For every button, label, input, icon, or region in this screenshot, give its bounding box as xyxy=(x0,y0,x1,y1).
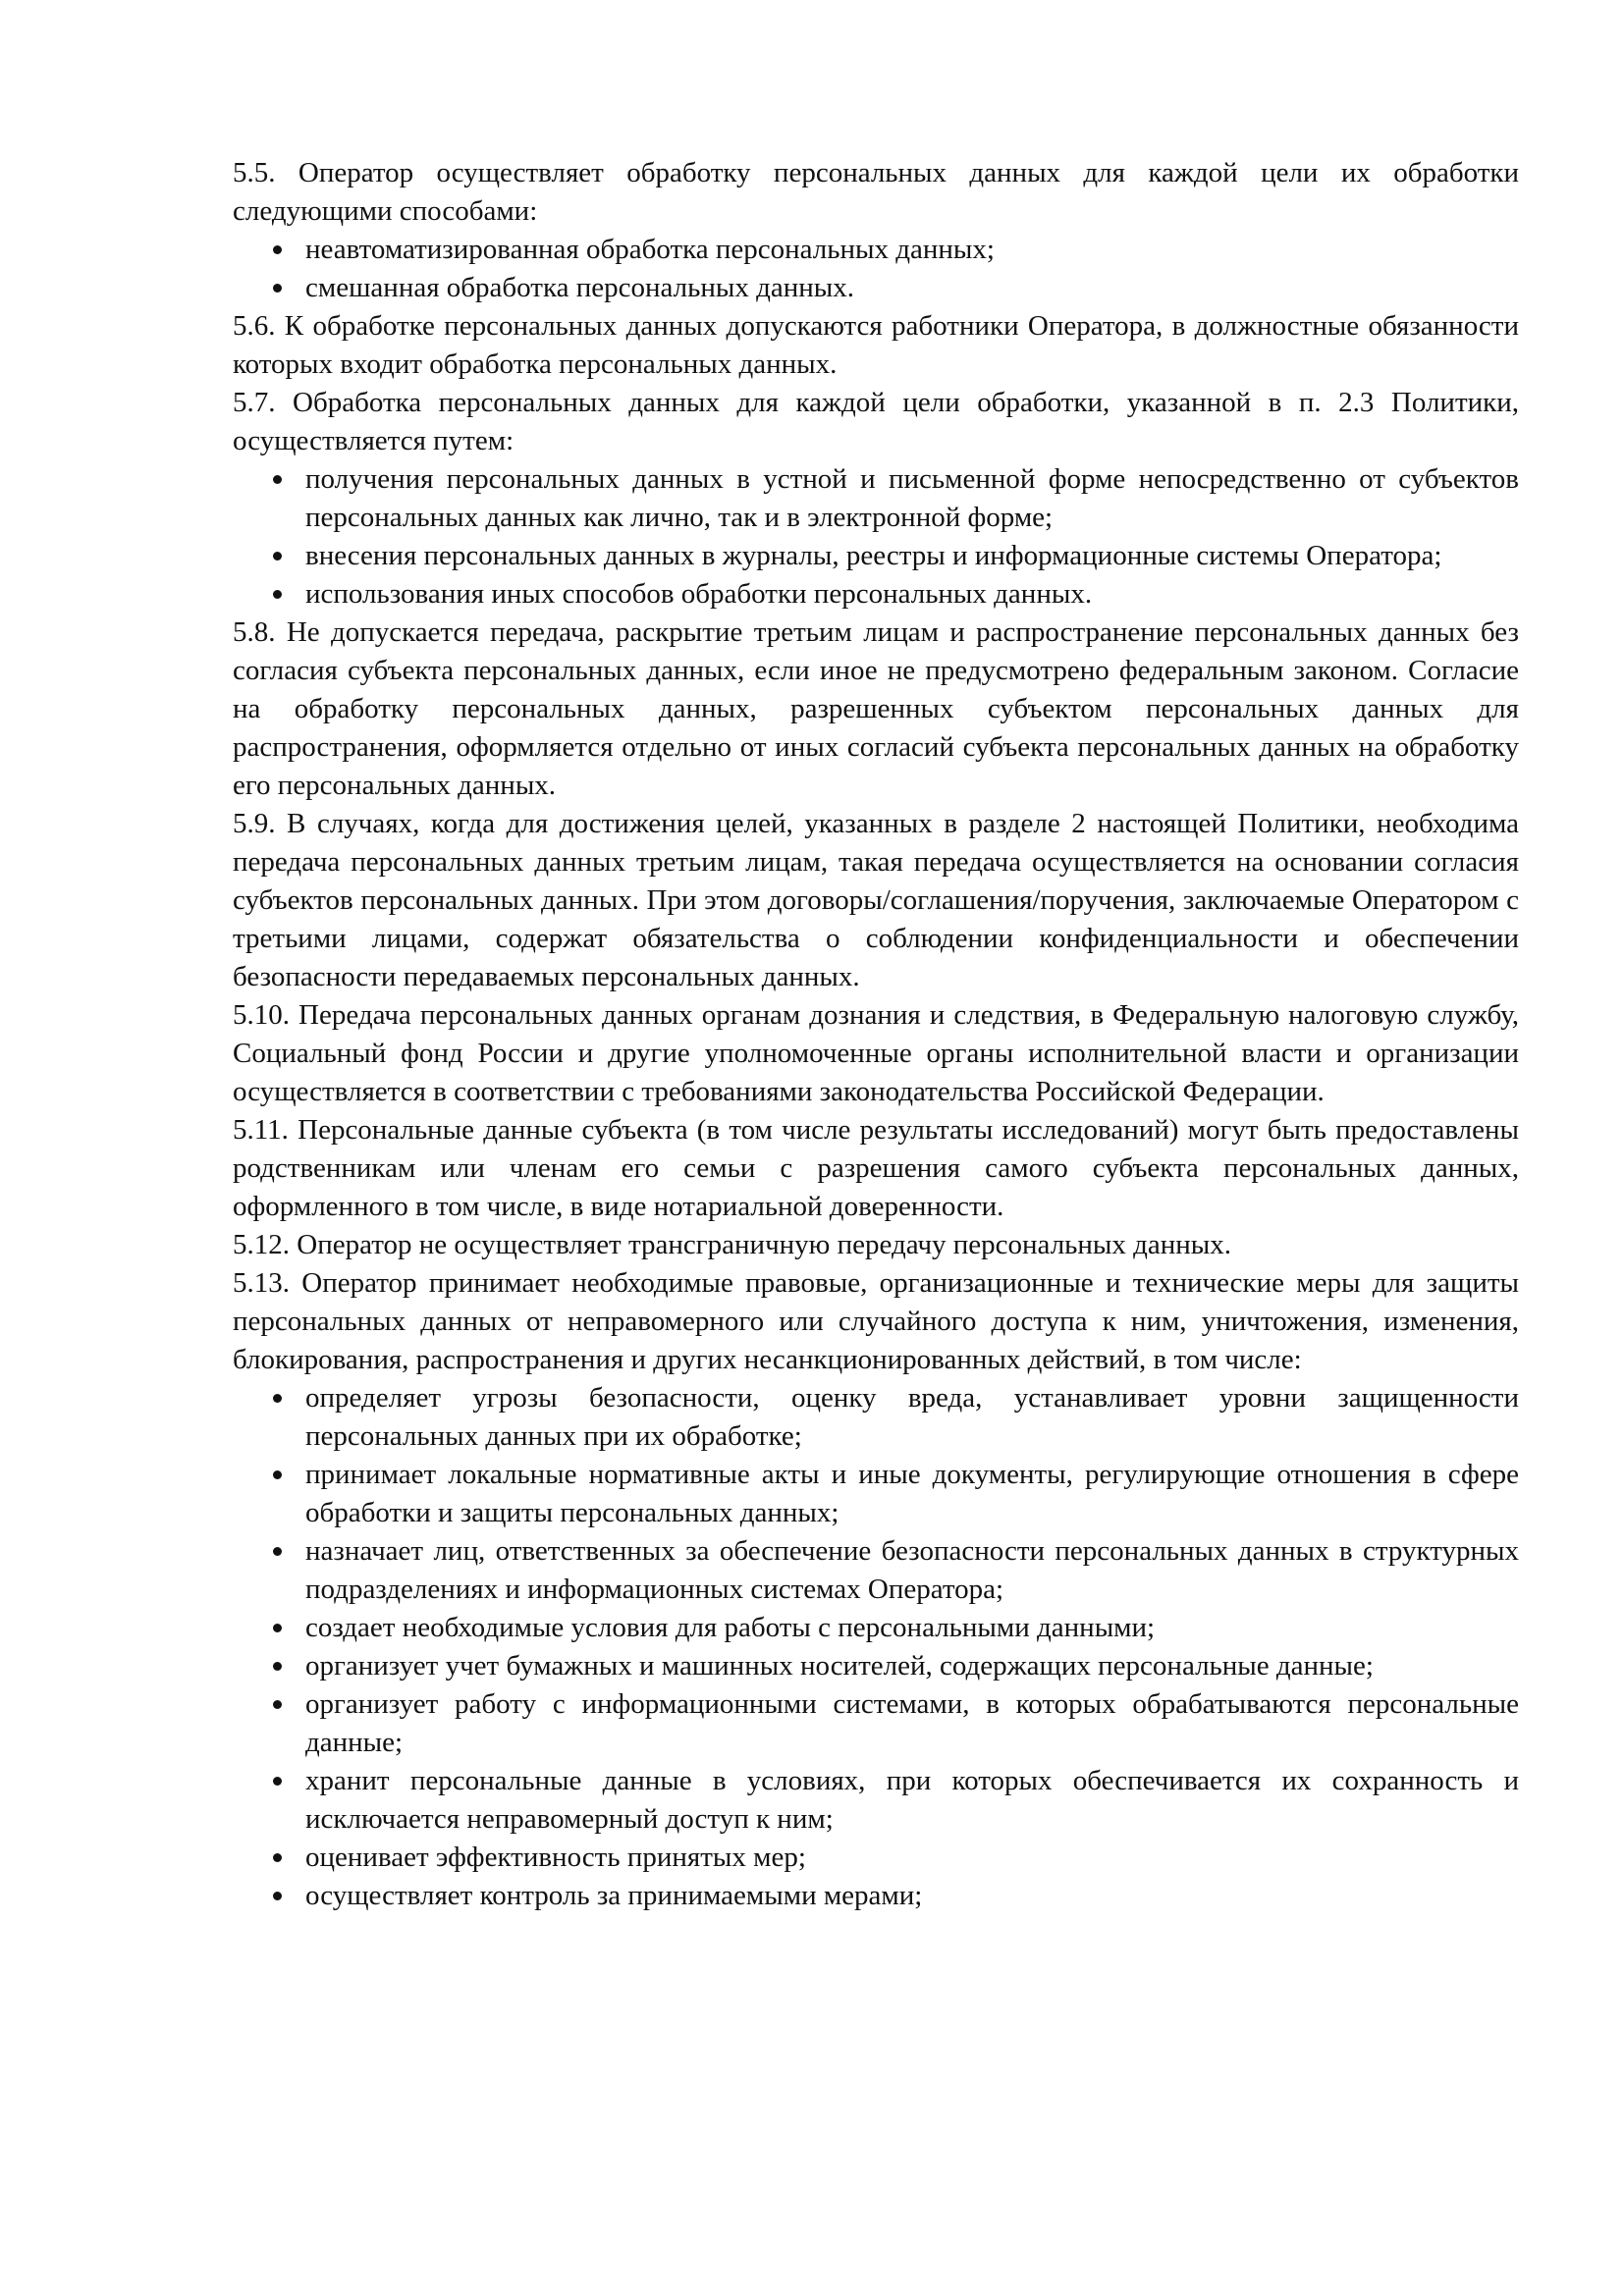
bullet-list-processing-ways xyxy=(233,460,1519,614)
paragraph-5-8: 5.8. Не допускается передача, раскрытие третьим лицам и распространение персональных данных без согласия субъекта персональных данных, если иное не предусмотрено федеральным законом. Согласие на обработку персональных данных, разрешенных субъектом персональных данных для распространения, оформляется отдельно от иных согласий субъекта персональных данных на обработку его персональных данных. xyxy=(233,616,1519,801)
bullet-icon xyxy=(273,590,282,599)
bullet-icon xyxy=(273,552,282,561)
bullet-icon xyxy=(273,1547,282,1556)
bullet-icon xyxy=(273,1700,282,1709)
list-item: оценивает эффективность принятых мер; xyxy=(233,1839,1519,1877)
bullet-list-processing-methods xyxy=(233,231,1519,307)
list-item: создает необходимые условия для работы с персональными данными; xyxy=(233,1609,1519,1647)
list-item: определяет угрозы безопасности, оценку вреда, устанавливает уровни защищенности персональных данных при их обработке; xyxy=(233,1379,1519,1456)
paragraph-5-9: 5.9. В случаях, когда для достижения целей, указанных в разделе 2 настоящей Политики, необходима передача персональных данных третьим лицам, такая передача осуществляется на основании согласия субъектов персональных данных. При этом договоры/соглашения/поручения, заключаемые Оператором с третьими лицами, содержат обязательства о соблюдении конфиденциальности и обеспечении безопасности передаваемых персональных данных. xyxy=(233,808,1519,992)
bullet-icon xyxy=(273,245,282,254)
bullet-icon xyxy=(273,1892,282,1900)
list-item: хранит персональные данные в условиях, при которых обеспечивается их сохранность и исключается неправомерный доступ к ним; xyxy=(233,1762,1519,1839)
bullet-icon xyxy=(273,1777,282,1786)
bullet-list-protection-measures xyxy=(233,1379,1519,1915)
bullet-icon xyxy=(273,1662,282,1671)
paragraph-5-7: 5.7. Обработка персональных данных для каждой цели обработки, указанной в п. 2.3 Политики, осуществляется путем: xyxy=(233,387,1519,456)
paragraph-5-11: 5.11. Персональные данные субъекта (в том числе результаты исследований) могут быть предоставлены родственникам или членам его семьи с разрешения самого субъекта персональных данных, оформленного в том числе, в виде нотариальной доверенности. xyxy=(233,1114,1519,1222)
paragraph-5-12: 5.12. Оператор не осуществляет трансграничную передачу персональных данных. xyxy=(233,1229,1232,1260)
paragraph-5-5: 5.5. Оператор осуществляет обработку персональных данных для каждой цели их обработки следующими способами: xyxy=(233,157,1519,227)
list-item: организует учет бумажных и машинных носителей, содержащих персональные данные; xyxy=(233,1647,1519,1685)
list-item: принимает локальные нормативные акты и иные документы, регулирующие отношения в сфере обработки и защиты персональных данных; xyxy=(233,1456,1519,1532)
bullet-icon xyxy=(273,1394,282,1403)
document-page xyxy=(233,154,1519,1915)
paragraph-5-6: 5.6. К обработке персональных данных допускаются работники Оператора, в должностные обязанности которых входит обработка персональных данных. xyxy=(233,310,1519,380)
paragraph-5-13: 5.13. Оператор принимает необходимые правовые, организационные и технические меры для защиты персональных данных от неправомерного или случайного доступа к ним, уничтожения, изменения, блокирования, распространения и других несанкционированных действий, в том числе: xyxy=(233,1267,1519,1375)
bullet-icon xyxy=(273,284,282,293)
list-item: неавтоматизированная обработка персональных данных; xyxy=(233,231,1519,269)
list-item: осуществляет контроль за принимаемыми мерами; xyxy=(233,1877,1519,1915)
bullet-icon xyxy=(273,1470,282,1479)
list-item: внесения персональных данных в журналы, реестры и информационные системы Оператора; xyxy=(233,537,1519,575)
bullet-icon xyxy=(273,1624,282,1632)
bullet-icon xyxy=(273,1853,282,1862)
list-item: использования иных способов обработки персональных данных. xyxy=(233,575,1519,614)
list-item: смешанная обработка персональных данных. xyxy=(233,269,1519,307)
list-item: назначает лиц, ответственных за обеспечение безопасности персональных данных в структурных подразделениях и информационных системах Оператора; xyxy=(233,1532,1519,1609)
bullet-icon xyxy=(273,475,282,484)
list-item: организует работу с информационными системами, в которых обрабатываются персональные данные; xyxy=(233,1685,1519,1762)
list-item: получения персональных данных в устной и письменной форме непосредственно от субъектов персональных данных как лично, так и в электронной форме; xyxy=(233,460,1519,537)
paragraph-5-10: 5.10. Передача персональных данных органам дознания и следствия, в Федеральную налоговую службу, Социальный фонд России и другие уполномоченные органы исполнительной власти и организации осуществляется в соответствии с требованиями законодательства Российской Федерации. xyxy=(233,999,1519,1107)
